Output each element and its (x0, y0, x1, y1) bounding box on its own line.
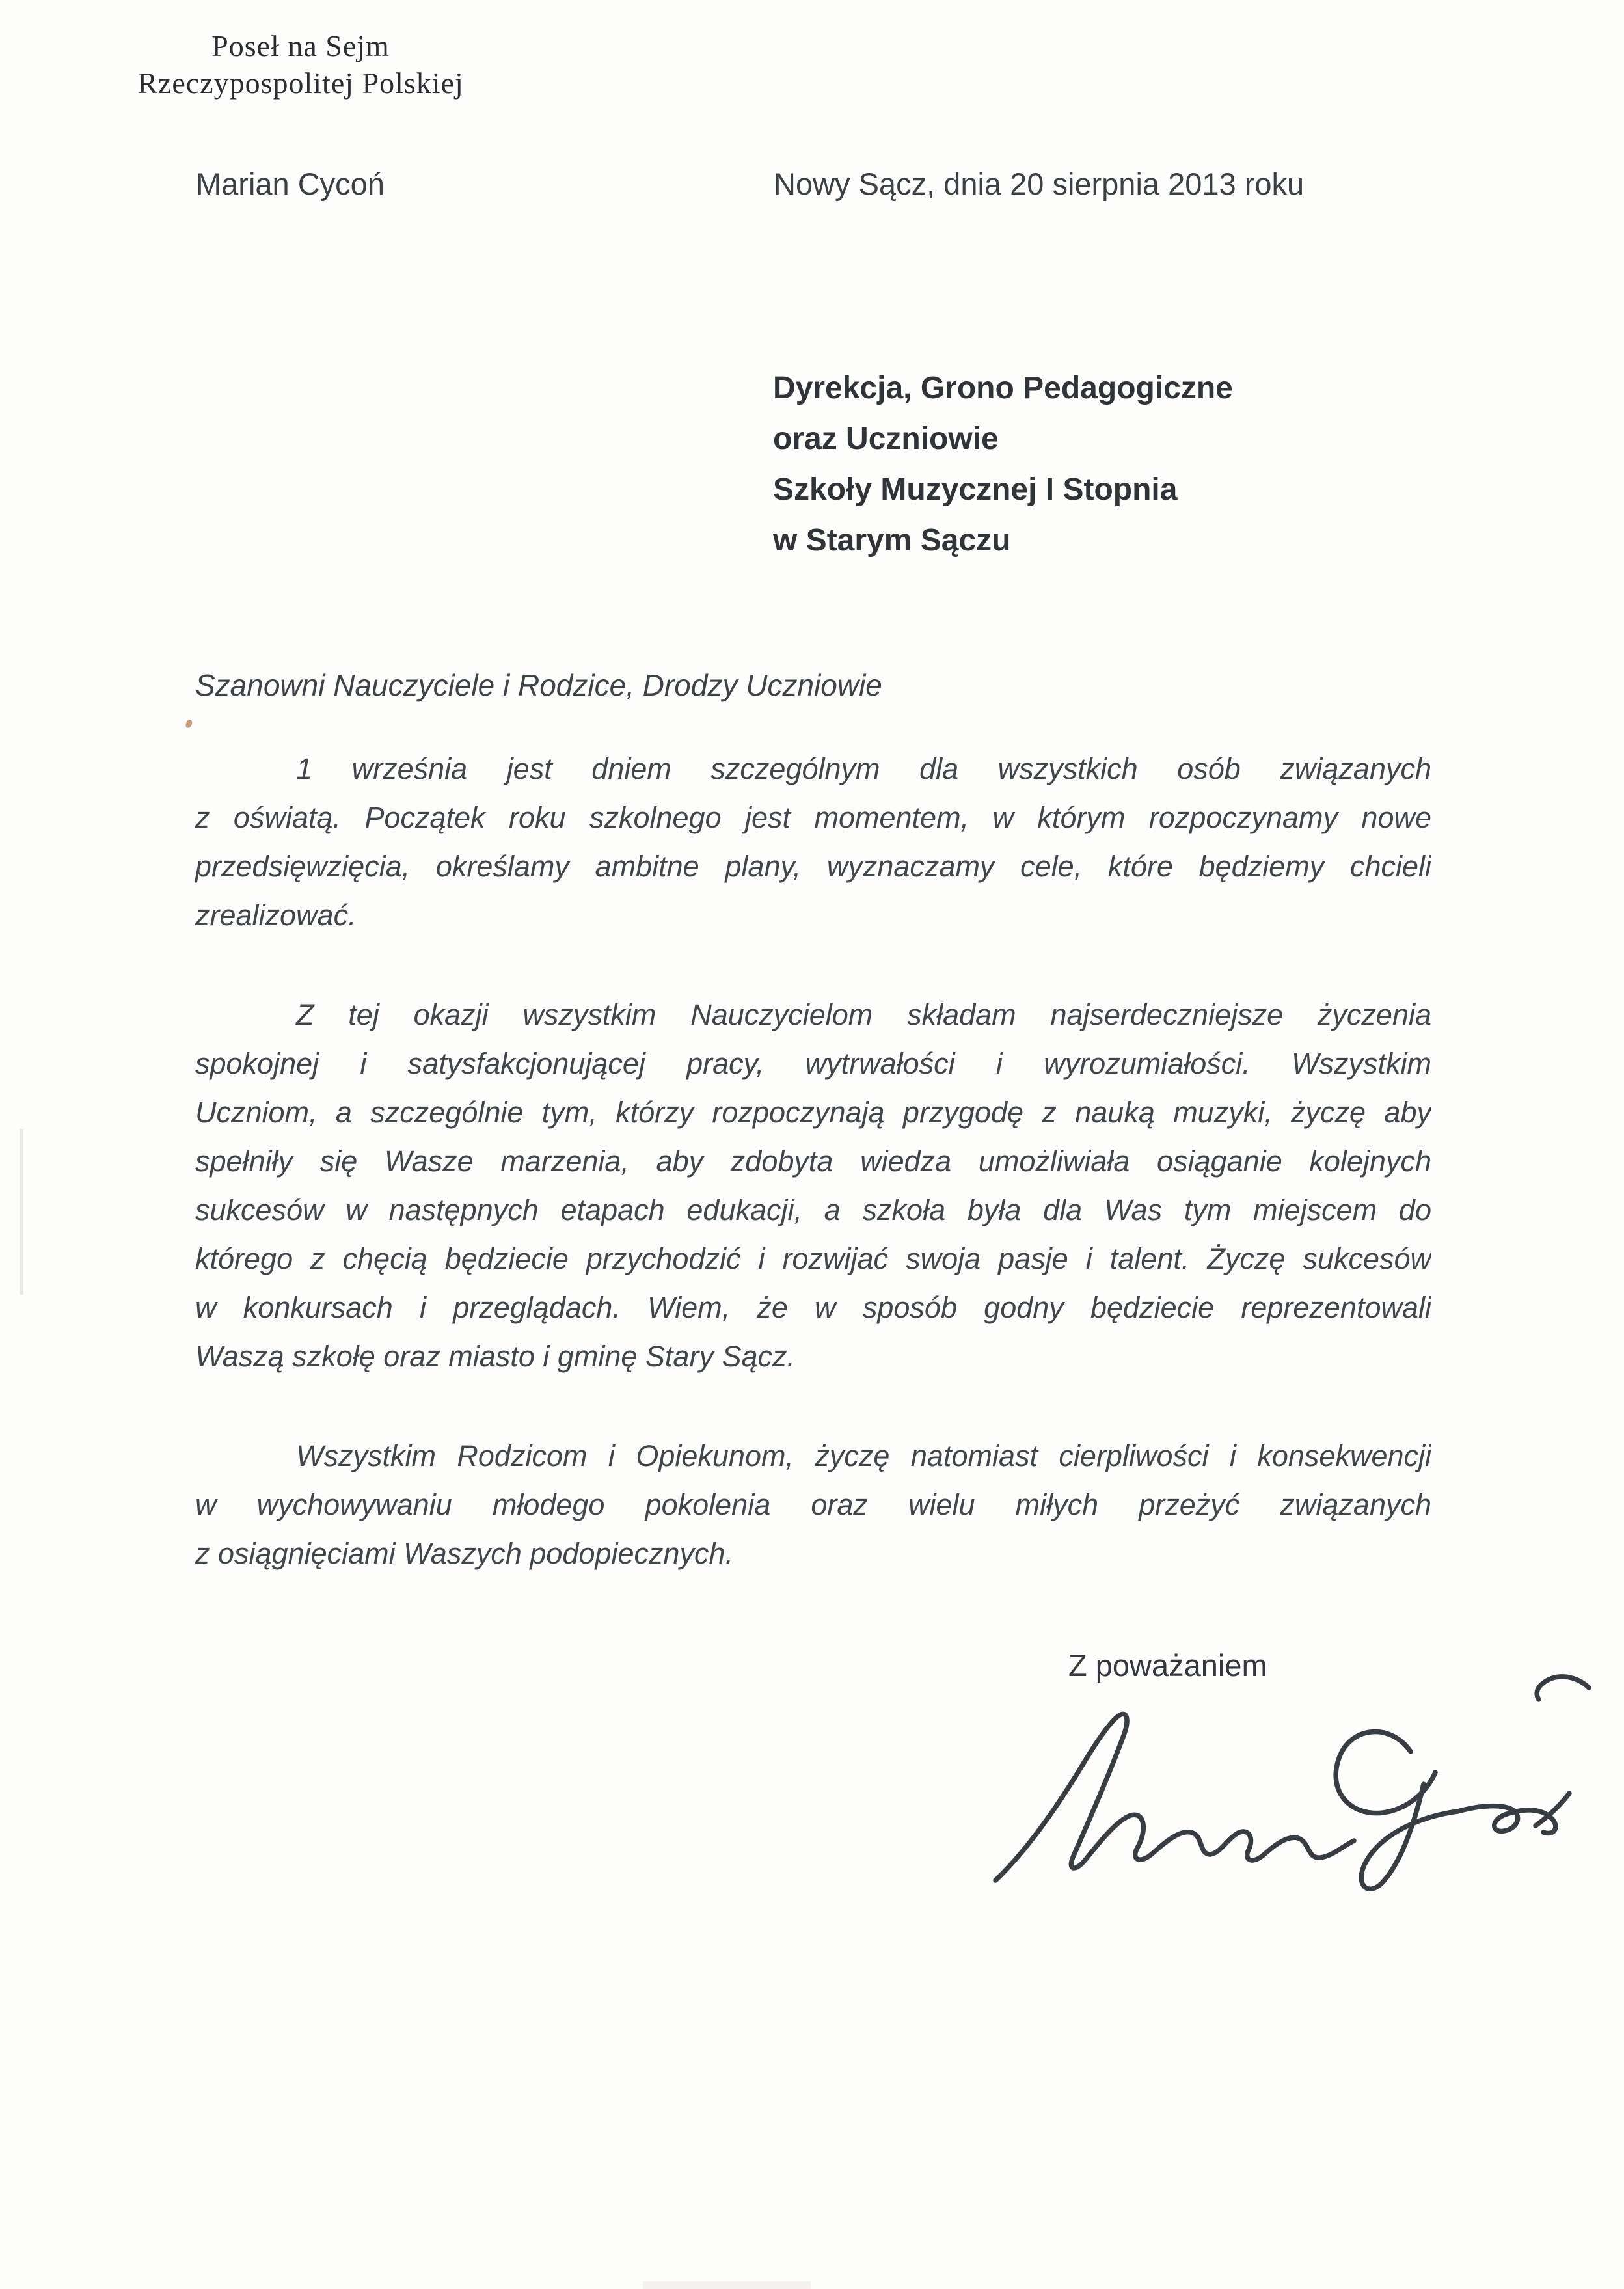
addressee-line: oraz Uczniowie (773, 422, 999, 456)
body-line: spokojnej i satysfakcjonującej pracy, wytrwałości i wyrozumiałości. Wszystkim (195, 1047, 1431, 1080)
addressee-block (773, 363, 1233, 566)
body-paragraph (195, 990, 1431, 1381)
signature-ink-strokes (989, 1659, 1614, 1913)
body-line: Waszą szkołę oraz miasto i gminę Stary Sącz. (195, 1340, 795, 1373)
body-line: 1 września jest dniem szczególnym dla wszystkich osób związanych (296, 752, 1431, 785)
body-paragraph (195, 1431, 1431, 1578)
letterhead (57, 27, 544, 102)
scan-artifact-speck (185, 719, 193, 729)
body-line: w konkursach i przeglądach. Wiem, że w sposób godny będziecie reprezentowali (195, 1291, 1431, 1324)
letterhead-line-2: Rzeczypospolitej Polskiej (137, 66, 464, 100)
salutation: Szanowni Nauczyciele i Rodzice, Drodzy Uczniowie (195, 668, 882, 702)
handwritten-signature (989, 1659, 1614, 1913)
body-line: którego z chęcią będziecie przychodzić i rozwijać swoja pasje i talent. Życzę sukcesów (195, 1242, 1431, 1275)
sender-name: Marian Cycoń (196, 167, 385, 201)
body-line: przedsięwzięcia, określamy ambitne plany, wyznaczamy cele, które będziemy chcieli (195, 850, 1431, 883)
body-line: Uczniom, a szczególnie tym, którzy rozpoczynają przygodę z nauką muzyki, życzę aby (195, 1096, 1431, 1129)
addressee-line: w Starym Sączu (773, 523, 1011, 558)
addressee-line: Dyrekcja, Grono Pedagogiczne (773, 371, 1233, 405)
body-line: w wychowywaniu młodego pokolenia oraz wielu miłych przeżyć związanych (195, 1488, 1431, 1521)
body-line: z oświatą. Początek roku szkolnego jest momentem, w którym rozpoczynamy nowe (195, 801, 1431, 834)
dateline: Nowy Sącz, dnia 20 sierpnia 2013 roku (774, 167, 1305, 201)
addressee-line: Szkoły Muzycznej I Stopnia (773, 472, 1178, 507)
scan-artifact-edge-line (20, 1129, 23, 1295)
body-line: Wszystkim Rodzicom i Opiekunom, życzę natomiast cierpliwości i konsekwencji (296, 1439, 1431, 1472)
body-line: z osiągnięciami Waszych podopiecznych. (195, 1537, 734, 1570)
body-line: sukcesów w następnych etapach edukacji, a szkoła była dla Was tym miejscem do (195, 1193, 1431, 1226)
closing-phrase: Z poważaniem (1068, 1648, 1267, 1683)
letter-body (195, 744, 1431, 1578)
body-line: spełniły się Wasze marzenia, aby zdobyta wiedza umożliwiała osiąganie kolejnych (195, 1144, 1431, 1178)
body-line: Z tej okazji wszystkim Nauczycielom składam najserdeczniejsze życzenia (296, 998, 1431, 1031)
body-paragraph (195, 744, 1431, 940)
letterhead-line-1: Poseł na Sejm (211, 29, 390, 62)
body-line: zrealizować. (195, 899, 357, 932)
scan-artifact-bottom-band (643, 2281, 811, 2289)
